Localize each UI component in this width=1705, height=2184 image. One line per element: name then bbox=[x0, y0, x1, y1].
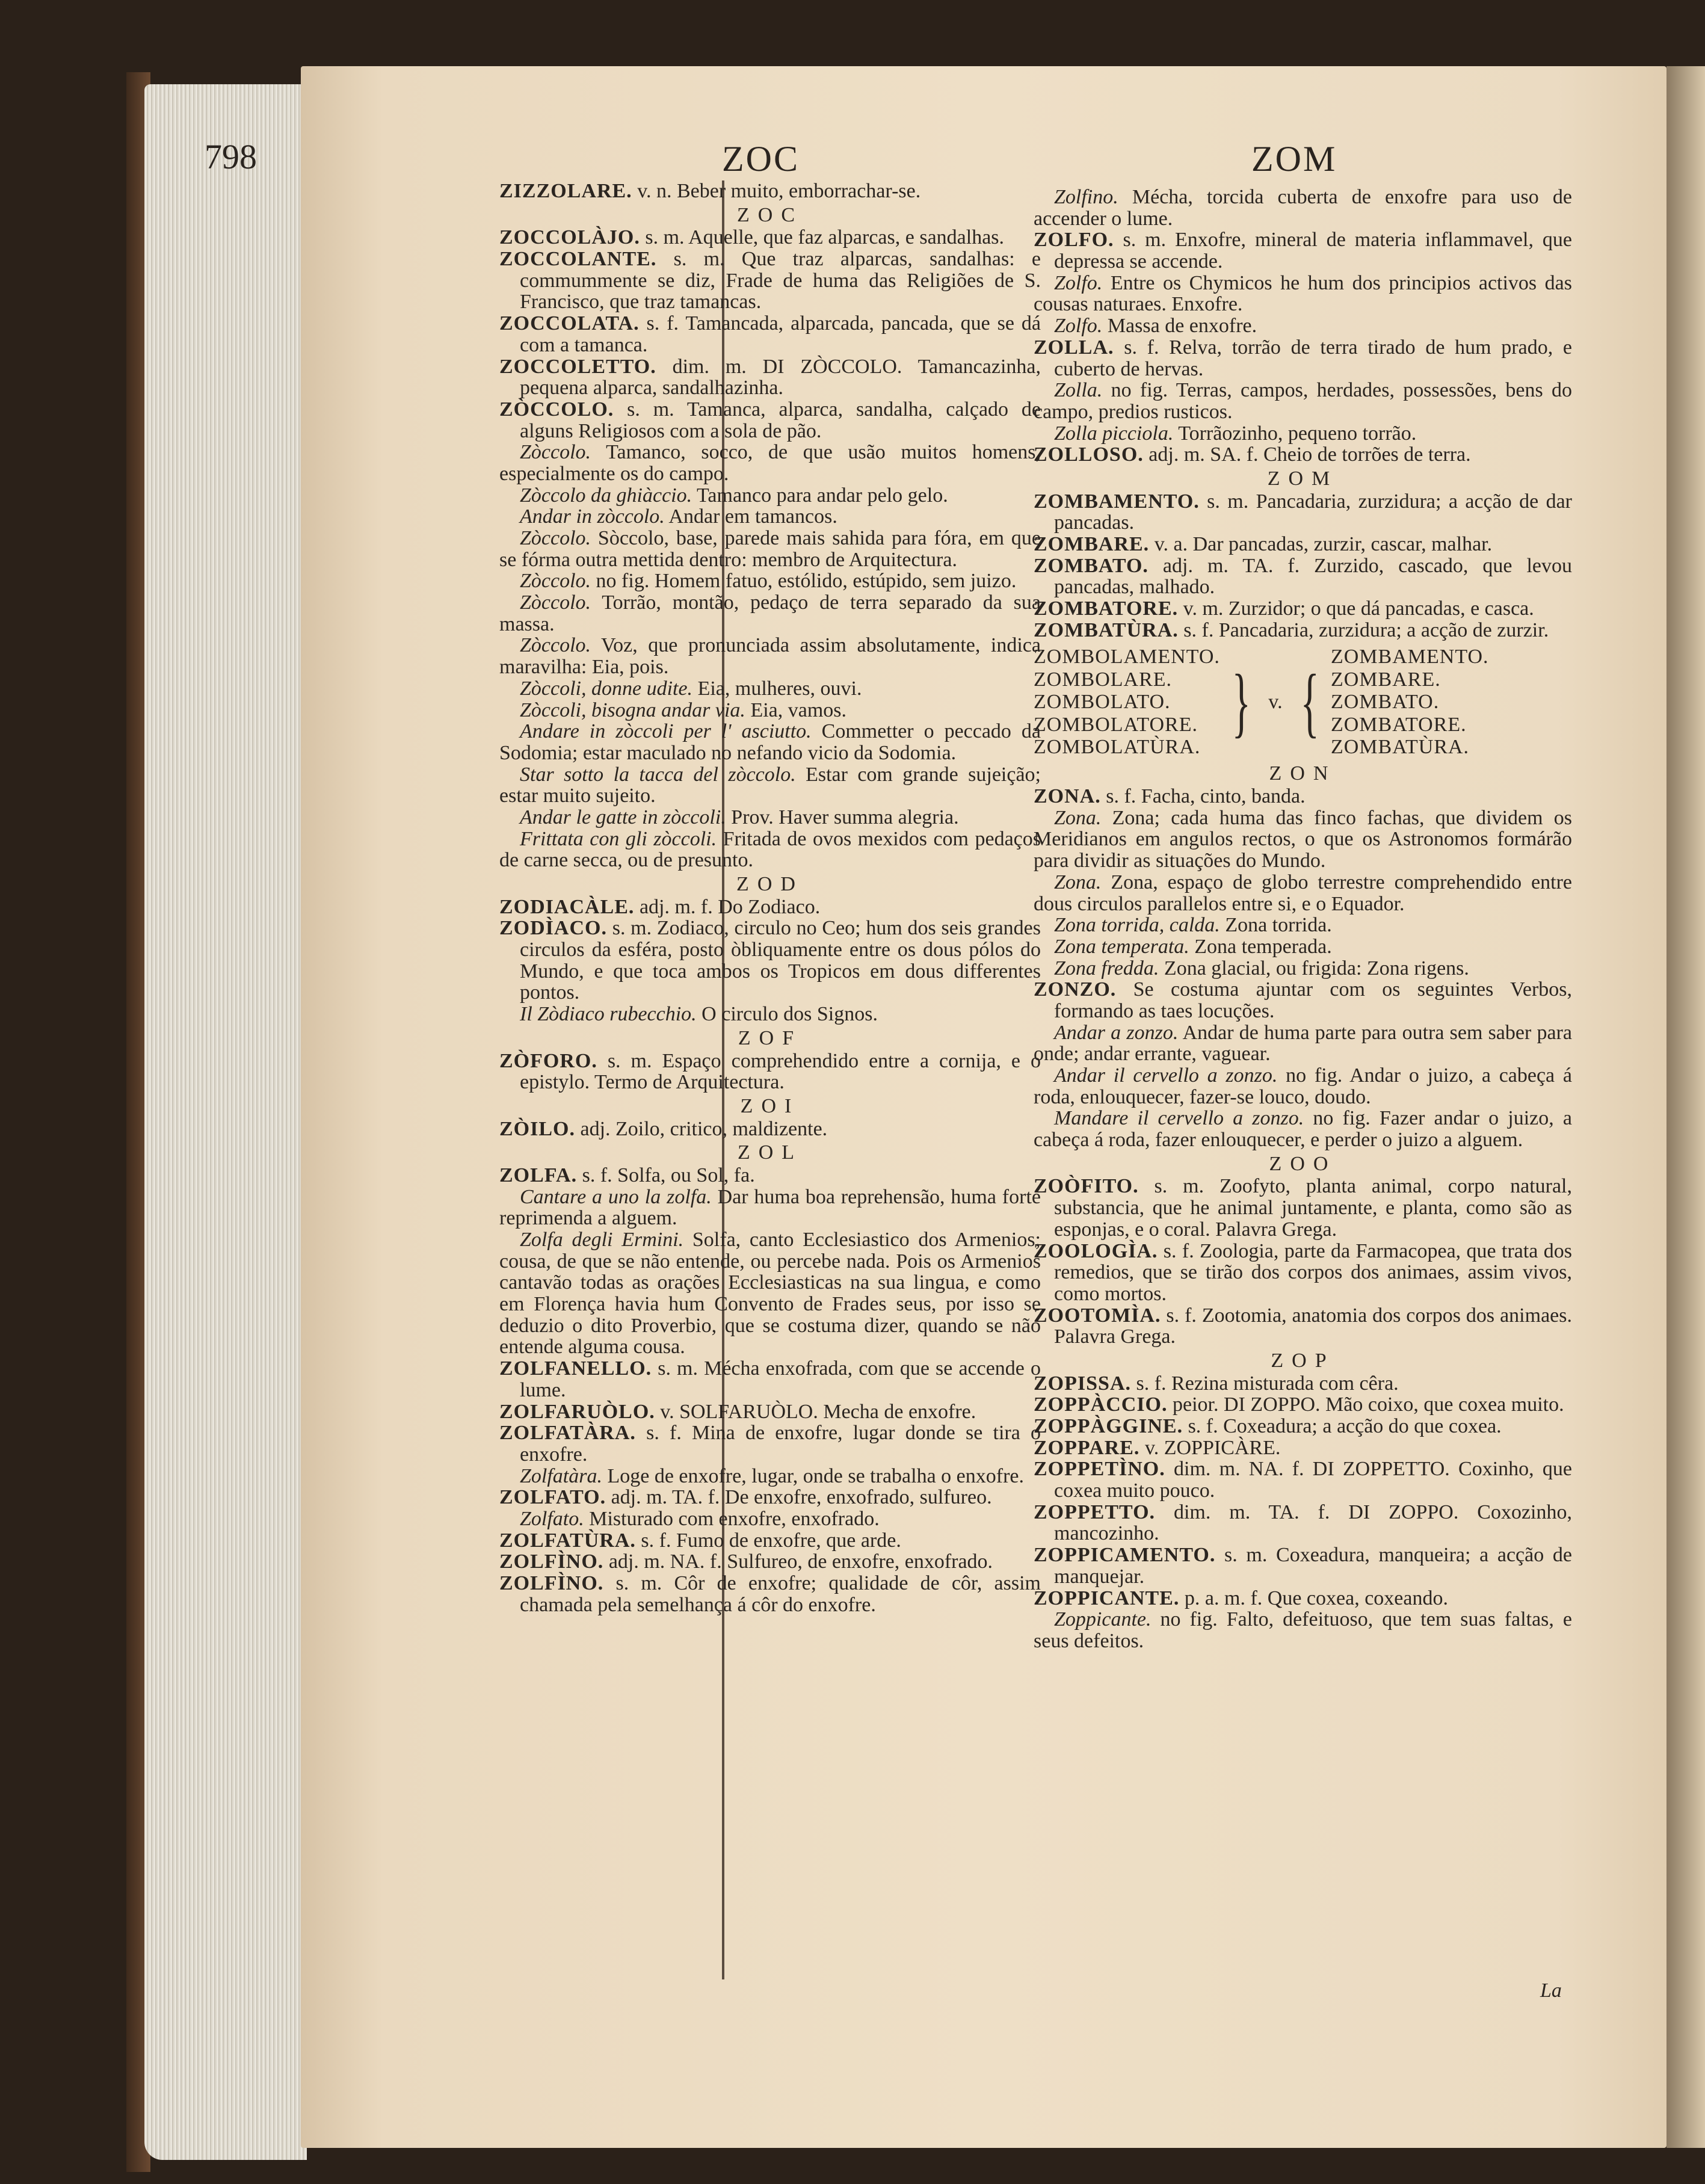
dictionary-entry bbox=[499, 1118, 1041, 1140]
phrase: Zòccolo da ghiàccio. bbox=[520, 484, 692, 507]
phrase: Zòccolo. bbox=[520, 634, 591, 657]
sub-entry bbox=[499, 700, 1041, 721]
dictionary-entry bbox=[1034, 1588, 1572, 1609]
dictionary-entry bbox=[1034, 1305, 1572, 1348]
headword: ZODIACÀLE. bbox=[499, 895, 635, 918]
definition: Mécha, torcida cuberta de enxofre para uso de accender o lume. bbox=[1034, 186, 1572, 230]
definition: Commetter o peccado da Sodomia; estar maculado no nefando vicio da Sodomia. bbox=[499, 720, 1041, 764]
dictionary-entry bbox=[499, 1530, 1041, 1552]
definition: Torrão, montão, pedaço de terra separado da sua massa. bbox=[499, 591, 1041, 635]
headword: ZOLFO. bbox=[1034, 229, 1114, 251]
running-head-left: ZOC bbox=[722, 139, 800, 179]
headword: ZOCCOLATA. bbox=[499, 312, 640, 335]
definition: Tamanco, socco, de que usão muitos homens, especialmente os do campo. bbox=[499, 441, 1041, 485]
definition: adj. m. NA. f. Sulfureo, de enxofre, enxofrado. bbox=[603, 1550, 993, 1573]
headword: ZOCCOLANTE. bbox=[499, 248, 657, 271]
definition: Zona glacial, ou frigida: Zona rigens. bbox=[1159, 957, 1469, 979]
definition: no fig. Fazer andar o juizo, a cabeça á roda, fazer enlouquecer, e perder o juizo a alguem. bbox=[1034, 1107, 1572, 1152]
definition: Zona temperada. bbox=[1189, 935, 1332, 958]
headword: ZOMBATORE. bbox=[1034, 597, 1179, 620]
definition: no fig. Falto, defeituoso, que tem suas faltas, e seus defeitos. bbox=[1034, 1608, 1572, 1652]
headword: ZOMBATÙRA. bbox=[1034, 618, 1179, 641]
headword: ZOÒFITO. bbox=[1034, 1175, 1139, 1198]
definition: Torrãozinho, pequeno torrão. bbox=[1173, 422, 1417, 445]
xref-headword: ZOMBOLATÙRA. bbox=[1034, 736, 1201, 758]
definition: s. m. Coxeadura, manqueira; a acção de manquejar. bbox=[1054, 1544, 1572, 1588]
section-heading: ZOM bbox=[1267, 467, 1339, 490]
page-block-edge bbox=[144, 84, 307, 2160]
dictionary-entry bbox=[1034, 979, 1572, 1022]
sub-entry bbox=[499, 678, 1041, 700]
sub-entry bbox=[1034, 380, 1572, 422]
section-heading: ZOP bbox=[1271, 1349, 1335, 1372]
headword: ZÒCCOLO. bbox=[499, 398, 614, 421]
xref-right-list bbox=[1331, 646, 1489, 758]
phrase: Zolfato. bbox=[520, 1507, 584, 1530]
phrase: Zona torrida, calda. bbox=[1054, 914, 1220, 937]
sub-entry bbox=[499, 528, 1041, 570]
headword: ZOLLA. bbox=[1034, 336, 1114, 359]
brace-glyph: } bbox=[1232, 658, 1251, 745]
dictionary-entry bbox=[1034, 491, 1572, 534]
dictionary-entry bbox=[499, 1422, 1041, 1465]
definition: v. m. Zurzidor; o que dá pancadas, e casca. bbox=[1178, 597, 1534, 620]
definition: no fig. Andar o juizo, a cabeça á roda, enlouquecer, fazer-se louco, doudo. bbox=[1034, 1064, 1572, 1108]
headword: ZOCCOLÀJO. bbox=[499, 226, 640, 249]
sub-entry bbox=[499, 485, 1041, 507]
headword: ZÒFORO. bbox=[499, 1049, 597, 1072]
definition: v. ZOPPICÀRE. bbox=[1139, 1436, 1281, 1459]
definition: Sòccolo, base, parede mais sahida para fóra, em que se fórma outra mettida dentro: membro de Arquitectura. bbox=[499, 527, 1041, 571]
definition: adj. m. TA. f. Zurzido, cascado, que levou pancadas, malhado. bbox=[1054, 554, 1572, 599]
definition: s. f. Fumo de enxofre, que arde. bbox=[635, 1529, 901, 1552]
sub-entry bbox=[499, 635, 1041, 677]
headword: ZOPPÀCCIO. bbox=[1034, 1393, 1168, 1416]
definition: Zona; cada huma das finco fachas, que dividem os Meridianos em angulos rectos, o que os Astronomos formárão para dividir as situações do Mundo. bbox=[1034, 806, 1572, 872]
phrase: Zolfo. bbox=[1054, 271, 1103, 294]
definition: s. m. Aquelle, que faz alparcas, e sandalhas. bbox=[640, 226, 1005, 249]
sub-entry bbox=[1034, 1108, 1572, 1150]
headword: ZOCCOLETTO. bbox=[499, 355, 656, 378]
sub-entry bbox=[499, 1466, 1041, 1487]
definition: adj. Zoilo, critico, maldizente. bbox=[575, 1117, 828, 1140]
dictionary-entry bbox=[1034, 1544, 1572, 1587]
phrase: Zolfino. bbox=[1054, 186, 1118, 208]
dictionary-entry bbox=[1034, 1458, 1572, 1501]
running-head-right: ZOM bbox=[1251, 139, 1337, 179]
dictionary-entry bbox=[499, 1551, 1041, 1573]
dictionary-entry bbox=[499, 1487, 1041, 1508]
definition: Voz, que pronunciada assim absolutamente, indica maravilha: Eia, pois. bbox=[499, 634, 1041, 679]
phrase: Frittata con gli zòccoli. bbox=[520, 827, 717, 850]
headword: ZOLFARUÒLO. bbox=[499, 1400, 655, 1423]
phrase: Cantare a uno la zolfa. bbox=[520, 1185, 712, 1208]
definition: s. f. Facha, cinto, banda. bbox=[1100, 785, 1306, 808]
headword: ZOLFÌNO. bbox=[499, 1550, 604, 1573]
definition: Tamanco para andar pelo gelo. bbox=[692, 484, 948, 507]
dictionary-entry bbox=[1034, 1373, 1572, 1395]
phrase: Zona temperata. bbox=[1054, 935, 1189, 958]
headword: ZODÌACO. bbox=[499, 917, 607, 940]
phrase: Zona fredda. bbox=[1054, 957, 1159, 979]
sub-entry bbox=[499, 592, 1041, 635]
phrase: Mandare il cervello a zonzo. bbox=[1054, 1107, 1304, 1130]
definition: Estar com grande sujeição; estar muito sujeito. bbox=[499, 763, 1041, 807]
sub-entry bbox=[1034, 187, 1572, 229]
xref-target: ZOMBATORE. bbox=[1330, 713, 1467, 736]
dictionary-entry bbox=[1034, 1437, 1572, 1459]
definition: s. m. Pancadaria, zurzidura; a acção de dar pancadas. bbox=[1054, 490, 1572, 534]
phrase: Zolla picciola. bbox=[1054, 422, 1174, 445]
definition: Andar de huma parte para outra sem saber para onde; andar errante, vaguear. bbox=[1034, 1021, 1572, 1066]
sub-entry bbox=[1034, 423, 1572, 445]
sub-entry bbox=[499, 828, 1041, 871]
xref-see-label: v. bbox=[1268, 691, 1283, 714]
definition: dim. m. NA. f. DI ZOPPETTO. Coxinho, que coxea muito pouco. bbox=[1054, 1458, 1572, 1502]
dictionary-entry bbox=[1034, 1176, 1572, 1240]
definition: Prov. Haver summa alegria. bbox=[726, 806, 959, 828]
sub-entry bbox=[1034, 872, 1572, 915]
dictionary-entry bbox=[499, 896, 1041, 918]
phrase: Zona. bbox=[1054, 806, 1102, 829]
sub-entry bbox=[1034, 936, 1572, 958]
dictionary-entry bbox=[499, 356, 1041, 399]
headword: ZOLFANELLO. bbox=[499, 1357, 652, 1380]
headword: ZOPPETTO. bbox=[1034, 1501, 1156, 1523]
headword: ZOLFATÙRA. bbox=[499, 1529, 636, 1552]
sub-entry bbox=[499, 442, 1041, 484]
definition: s. m. Que traz alparcas, sandalhas: e commummente se diz, Frade de huma das Religiões de S. Francisco, que traz tamancas. bbox=[520, 248, 1041, 313]
phrase: Zolla. bbox=[1054, 379, 1103, 402]
xref-headword: ZOMBOLATORE. bbox=[1034, 713, 1198, 736]
xref-headword: ZOMBOLARE. bbox=[1034, 668, 1173, 691]
xref-headword: ZOMBOLAMENTO. bbox=[1034, 646, 1220, 668]
headword: ZÒILO. bbox=[499, 1117, 575, 1140]
definition: s. f. Zootomia, anatomia dos corpos dos animaes. Palavra Grega. bbox=[1054, 1304, 1572, 1348]
phrase: Andare in zòccoli per l' asciutto. bbox=[520, 720, 812, 743]
headword: ZOPPARE. bbox=[1034, 1436, 1140, 1459]
section-heading: ZOC bbox=[737, 203, 803, 226]
headword: ZIZZOLARE. bbox=[499, 180, 632, 202]
headword: ZOLFATO. bbox=[499, 1486, 606, 1509]
dictionary-entry bbox=[499, 227, 1041, 248]
definition: Massa de enxofre. bbox=[1102, 315, 1257, 338]
sub-entry bbox=[499, 1186, 1041, 1229]
definition: s. f. Relva, torrão de terra tirado de hum prado, e cuberto de hervas. bbox=[1054, 336, 1572, 380]
sub-entry bbox=[499, 1004, 1041, 1025]
headword: ZOMBAMENTO. bbox=[1034, 490, 1200, 513]
sub-entry bbox=[499, 1508, 1041, 1530]
phrase: Zòccolo. bbox=[520, 527, 591, 549]
definition: adj. m. TA. f. De enxofre, enxofrado, sulfureo. bbox=[606, 1486, 992, 1509]
sub-entry bbox=[499, 1229, 1041, 1358]
definition: Eia, mulheres, ouvi. bbox=[692, 677, 862, 700]
xref-headword: ZOMBOLATO. bbox=[1034, 691, 1171, 714]
definition: s. m. Tamanca, alparca, sandalha, calçado de alguns Religiosos com a sola de pão. bbox=[520, 398, 1041, 442]
dictionary-entry bbox=[1034, 534, 1572, 555]
phrase: Zolfatàra. bbox=[520, 1464, 602, 1487]
dictionary-entry bbox=[499, 1050, 1041, 1093]
sub-entry bbox=[1034, 1609, 1572, 1652]
dictionary-entry bbox=[1034, 786, 1572, 807]
sub-entry bbox=[499, 506, 1041, 528]
definition: peior. DI ZOPPO. Mão coixo, que coxea muito. bbox=[1167, 1393, 1564, 1416]
definition: Solfa, canto Ecclesiastico dos Armenios; cousa, de que se não entende, ou percebe nada. Pois os Armenios cantavão todas as orações Ecclesiasticas na sua lingua, e como em Florença havia hum Convento de Frades seus, por isso se deduzio o dito Proverbio, que se costuma dizer, quando se não entende alguma cousa. bbox=[499, 1229, 1041, 1359]
definition: s. f. Tamancada, alparcada, pancada, que se dá com a tamanca. bbox=[520, 312, 1041, 356]
dictionary-entry bbox=[1034, 1241, 1572, 1305]
phrase: Zòccoli, bisogna andar via. bbox=[520, 699, 745, 721]
xref-target: ZOMBATO. bbox=[1330, 691, 1440, 714]
xref-target: ZOMBARE. bbox=[1330, 668, 1441, 691]
xref-target: ZOMBATÙRA. bbox=[1330, 736, 1470, 758]
definition: Eia, vamos. bbox=[745, 699, 847, 721]
dictionary-entry bbox=[499, 1165, 1041, 1186]
definition: Zona, espaço de globo terrestre comprehendido entre dous circulos parallelos entre si, e o Equador. bbox=[1034, 871, 1572, 915]
dictionary-entry bbox=[1034, 1416, 1572, 1437]
definition: s. m. Zoofyto, planta animal, corpo natural, substancia, que he animal juntamente, e planta, como são as esponjas, e o coral. Palavra Grega. bbox=[1054, 1175, 1572, 1241]
page-number: 798 bbox=[205, 137, 257, 176]
definition: s. m. Mécha enxofrada, com que se accende o lume. bbox=[520, 1357, 1041, 1401]
right-column bbox=[1034, 187, 1572, 1652]
dictionary-entry bbox=[499, 1401, 1041, 1423]
headword: ZOMBATO. bbox=[1034, 554, 1148, 577]
catchword: La bbox=[1540, 1979, 1562, 2002]
phrase: Andar il cervello a zonzo. bbox=[1054, 1064, 1278, 1087]
sub-entry bbox=[499, 570, 1041, 592]
definition: s. f. Zoologia, parte da Farmacopea, que trata dos remedios, que se tirão dos corpos dos animaes, assim vivos, como mortos. bbox=[1054, 1239, 1572, 1305]
facing-page-edge bbox=[1666, 66, 1705, 2148]
definition: s. f. Coxeadura; a acção do que coxea. bbox=[1183, 1415, 1502, 1438]
section-heading: ZON bbox=[1269, 762, 1337, 785]
brace-glyph: { bbox=[1300, 658, 1319, 745]
headword: ZOLLOSO. bbox=[1034, 443, 1144, 466]
phrase: Zòccolo. bbox=[520, 591, 591, 614]
definition: s. m. Côr de enxofre; qualidade de côr, assim chamada pela semelhança á côr do enxofre. bbox=[520, 1572, 1041, 1616]
sub-entry bbox=[499, 764, 1041, 807]
headword: ZOLFÌNO. bbox=[499, 1572, 604, 1594]
dictionary-entry bbox=[1034, 444, 1572, 466]
dictionary-entry bbox=[1034, 1394, 1572, 1416]
dictionary-entry bbox=[1034, 229, 1572, 272]
definition: v. a. Dar pancadas, zurzir, cascar, malhar. bbox=[1149, 533, 1493, 555]
sub-entry bbox=[1034, 1065, 1572, 1108]
dictionary-entry bbox=[1034, 598, 1572, 620]
headword: ZOOLOGÌA. bbox=[1034, 1239, 1158, 1262]
definition: p. a. m. f. Que coxea, coxeando. bbox=[1179, 1587, 1448, 1609]
phrase: Zolfa degli Ermini. bbox=[520, 1229, 684, 1251]
definition: O circulo dos Signos. bbox=[696, 1003, 878, 1026]
definition: v. SOLFARUÒLO. Mecha de enxofre. bbox=[655, 1400, 976, 1423]
headword: ZOPPICAMENTO. bbox=[1034, 1544, 1216, 1567]
dictionary-entry bbox=[499, 1573, 1041, 1615]
section-heading: ZOI bbox=[740, 1094, 800, 1117]
headword: ZOPPETÌNO. bbox=[1034, 1458, 1165, 1481]
dictionary-entry bbox=[499, 248, 1041, 313]
definition: adj. m. f. Do Zodiaco. bbox=[634, 895, 821, 918]
definition: s. m. Zodiaco, circulo no Ceo; hum dos seis grandes circulos da esféra, posto òbliquamente entre os dous pólos do Mundo, e que toca ambos os Tropicos em dous differentes pontos. bbox=[520, 917, 1041, 1004]
section-heading: ZOD bbox=[736, 873, 804, 895]
section-heading: ZOL bbox=[737, 1141, 803, 1164]
dictionary-entry bbox=[1034, 337, 1572, 380]
definition: Dar huma boa reprehensão, huma forte reprimenda a alguem. bbox=[499, 1185, 1041, 1230]
section-heading: ZOF bbox=[738, 1026, 803, 1049]
phrase: Andar le gatte in zòccoli. bbox=[520, 806, 726, 828]
phrase: Zòccolo. bbox=[520, 570, 591, 593]
definition: Misturado com enxofre, enxofrado. bbox=[584, 1507, 880, 1530]
dictionary-entry bbox=[1034, 620, 1572, 641]
definition: Se costuma ajuntar com os seguintes Verbos, formando as taes locuções. bbox=[1054, 978, 1572, 1022]
sub-entry bbox=[1034, 958, 1572, 979]
phrase: Star sotto la tacca del zòccolo. bbox=[520, 763, 796, 786]
definition: s. f. Mina de enxofre, lugar donde se tira o enxofre. bbox=[520, 1422, 1041, 1466]
dictionary-entry bbox=[499, 399, 1041, 442]
headword: ZONA. bbox=[1034, 785, 1101, 808]
definition: v. n. Beber muito, emborrachar-se. bbox=[632, 180, 921, 202]
sub-entry bbox=[1034, 915, 1572, 936]
left-column bbox=[499, 180, 1041, 1615]
definition: s. m. Enxofre, mineral de materia inflammavel, que depressa se accende. bbox=[1054, 229, 1572, 273]
definition: Loge de enxofre, lugar, onde se trabalha o enxofre. bbox=[602, 1464, 1024, 1487]
section-heading: ZOO bbox=[1269, 1152, 1337, 1175]
dictionary-entry bbox=[499, 313, 1041, 356]
headword: ZOPPICANTE. bbox=[1034, 1587, 1180, 1609]
definition: Zona torrida. bbox=[1219, 914, 1332, 937]
phrase: Zona. bbox=[1054, 871, 1102, 893]
phrase: Zòccolo. bbox=[520, 441, 591, 464]
definition: dim. m. DI ZÒCCOLO. Tamancazinha, pequena alparca, sandalhazinha. bbox=[520, 355, 1041, 399]
sub-entry bbox=[499, 721, 1041, 763]
definition: Fritada de ovos mexidos com pedaços de carne secca, ou de presunto. bbox=[499, 827, 1041, 872]
phrase: Il Zòdiaco rubecchio. bbox=[520, 1003, 697, 1026]
phrase: Zolfo. bbox=[1054, 315, 1103, 338]
dictionary-entry bbox=[499, 180, 1041, 202]
headword: ZONZO. bbox=[1034, 978, 1117, 1001]
headword: ZOOTOMÌA. bbox=[1034, 1304, 1161, 1327]
headword: ZOPISSA. bbox=[1034, 1372, 1131, 1395]
definition: s. f. Rezina misturada com cêra. bbox=[1131, 1372, 1399, 1395]
xref-target: ZOMBAMENTO. bbox=[1330, 646, 1489, 668]
sub-entry bbox=[1034, 1022, 1572, 1065]
phrase: Zoppicante. bbox=[1054, 1608, 1152, 1631]
phrase: Andar in zòccolo. bbox=[520, 505, 665, 528]
sub-entry bbox=[499, 807, 1041, 828]
phrase: Zòccoli, donne udite. bbox=[520, 677, 693, 700]
definition: s. f. Solfa, ou Sol, fa. bbox=[577, 1164, 755, 1186]
definition: dim. m. TA. f. DI ZOPPO. Coxozinho, mancozinho. bbox=[1054, 1501, 1572, 1545]
xref-left-list bbox=[1034, 646, 1220, 758]
headword: ZOPPÀGGINE. bbox=[1034, 1415, 1183, 1438]
definition: adj. m. SA. f. Cheio de torrões de terra. bbox=[1143, 443, 1471, 466]
headword: ZOLFA. bbox=[499, 1164, 578, 1186]
definition: no fig. Terras, campos, herdades, possessões, bens do campo, predios rusticos. bbox=[1034, 379, 1572, 423]
phrase: Andar a zonzo. bbox=[1054, 1021, 1179, 1044]
sub-entry bbox=[1034, 315, 1572, 337]
dictionary-entry bbox=[1034, 1502, 1572, 1544]
definition: s. m. Espaço comprehendido entre a cornija, e o epistylo. Termo de Arquitectura. bbox=[520, 1049, 1041, 1094]
dictionary-entry bbox=[499, 1358, 1041, 1401]
definition: Entre os Chymicos he hum dos principios activos das cousas naturaes. Enxofre. bbox=[1034, 271, 1572, 316]
cross-reference-block bbox=[1034, 646, 1572, 758]
definition: no fig. Homem fatuo, estólido, estúpido, sem juizo. bbox=[591, 570, 1017, 593]
headword: ZOLFATÀRA. bbox=[499, 1422, 636, 1445]
headword: ZOMBARE. bbox=[1034, 533, 1150, 555]
definition: s. f. Pancadaria, zurzidura; a acção de zurzir. bbox=[1178, 618, 1549, 641]
sub-entry bbox=[1034, 273, 1572, 315]
sub-entry bbox=[1034, 807, 1572, 872]
dictionary-entry bbox=[499, 918, 1041, 1004]
dictionary-entry bbox=[1034, 555, 1572, 598]
definition: Andar em tamancos. bbox=[664, 505, 837, 528]
